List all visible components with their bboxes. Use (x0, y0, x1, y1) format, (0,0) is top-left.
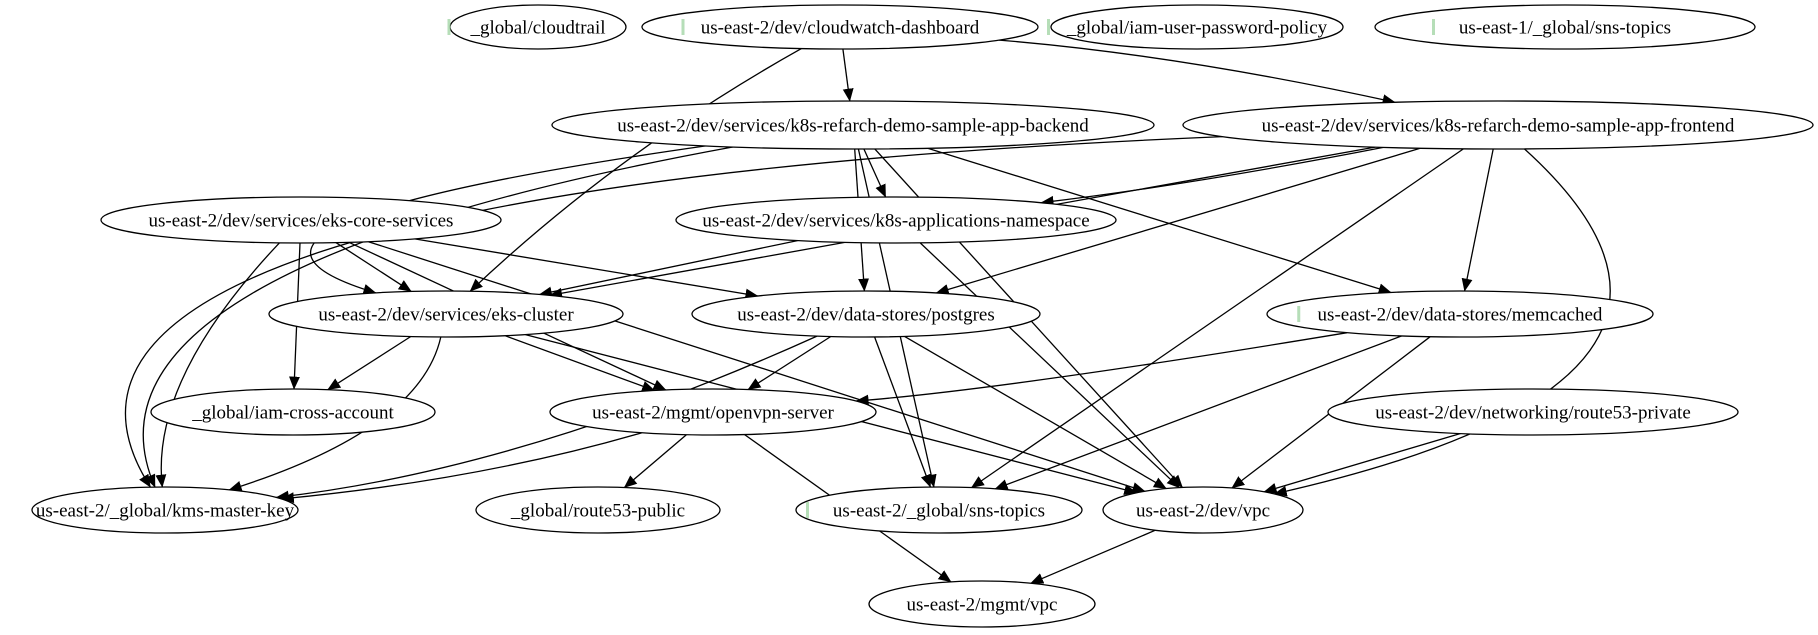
graph-node-frontend (1183, 101, 1813, 149)
graph-edge-postgres-openvpn (748, 337, 831, 390)
graph-edge-r53private-vpc (1264, 434, 1460, 492)
graph-edge-ekscore-kms (161, 243, 279, 487)
graph-node-iampolicy (1047, 5, 1343, 49)
graph-node-dashboard (642, 5, 1038, 49)
graph-node-mgmtvpc (869, 581, 1095, 627)
artifact-mark (1297, 306, 1300, 322)
graph-edge-ekscore-ekscluster (336, 243, 411, 292)
graph-node-openvpn (550, 389, 876, 435)
graph-edge-namespace-ekscluster (540, 241, 798, 295)
graph-edge-postgres-sns2 (875, 337, 931, 487)
node-label: us-east-2/dev/data-stores/memcached (1317, 304, 1603, 326)
graph-node-postgres (692, 291, 1040, 337)
graph-node-vpc (1103, 487, 1303, 533)
graph-node-ekscluster (269, 291, 623, 337)
node-label: _global/cloudtrail (470, 17, 606, 39)
node-label: us-east-2/_global/kms-master-key (35, 500, 295, 522)
node-label: us-east-2/dev/networking/route53-private (1375, 402, 1691, 424)
graph-node-ekscore (101, 197, 501, 243)
node-label: us-east-2/_global/sns-topics (832, 500, 1046, 522)
graph-edge-frontend-memcached (1465, 149, 1494, 291)
graph-node-iamcross (151, 389, 435, 435)
node-label: us-east-2/dev/vpc (1135, 500, 1271, 522)
graph-edge-ekscluster-iamcross (328, 337, 411, 390)
node-label: _global/iam-user-password-policy (1066, 17, 1328, 39)
graph-node-sns1 (1375, 5, 1755, 49)
node-label: us-east-2/dev/services/k8s-refarch-demo-sample-app-backend (617, 115, 1089, 137)
graph-node-cloudtrail (448, 5, 627, 49)
node-label: _global/iam-cross-account (192, 402, 394, 424)
artifact-mark (682, 19, 685, 35)
graph-edge-memcached-openvpn (856, 333, 1347, 401)
graph-node-backend (552, 101, 1154, 149)
graph-edge-openvpn-r53public (624, 435, 686, 488)
graph-node-r53public (476, 487, 720, 533)
node-label: _global/route53-public (510, 500, 686, 522)
graph-node-sns2 (796, 487, 1082, 533)
graph-edge-dashboard-backend (843, 49, 850, 101)
artifact-mark (448, 19, 451, 35)
node-label: us-east-2/dev/data-stores/postgres (737, 304, 995, 326)
node-label: us-east-2/mgmt/openvpn-server (592, 402, 834, 424)
artifact-mark (1432, 19, 1435, 35)
node-label: us-east-2/dev/services/k8s-applications-namespace (702, 210, 1090, 232)
graph-edge-postgres-vpc (905, 336, 1167, 488)
graph-node-memcached (1267, 291, 1653, 337)
node-label: us-east-2/mgmt/vpc (906, 594, 1058, 616)
node-label: us-east-2/dev/services/eks-cluster (318, 304, 574, 326)
artifact-mark (806, 502, 809, 518)
graph-node-namespace (676, 197, 1116, 243)
node-label: us-east-2/dev/cloudwatch-dashboard (700, 17, 980, 39)
graph-edge-ekscore-vpc (368, 242, 1144, 492)
graph-edge-vpc-mgmtvpc (1031, 530, 1156, 583)
node-label: us-east-1/_global/sns-topics (1458, 17, 1672, 39)
artifact-mark (1047, 19, 1050, 35)
node-label: us-east-2/dev/services/eks-core-services (148, 210, 454, 232)
node-label: us-east-2/dev/services/k8s-refarch-demo-sample-app-frontend (1261, 115, 1735, 137)
nodes-layer (32, 5, 1813, 627)
graph-node-kms (32, 487, 298, 533)
graph-node-r53private (1328, 389, 1738, 435)
graph-edge-ekscluster-openvpn (505, 336, 654, 391)
